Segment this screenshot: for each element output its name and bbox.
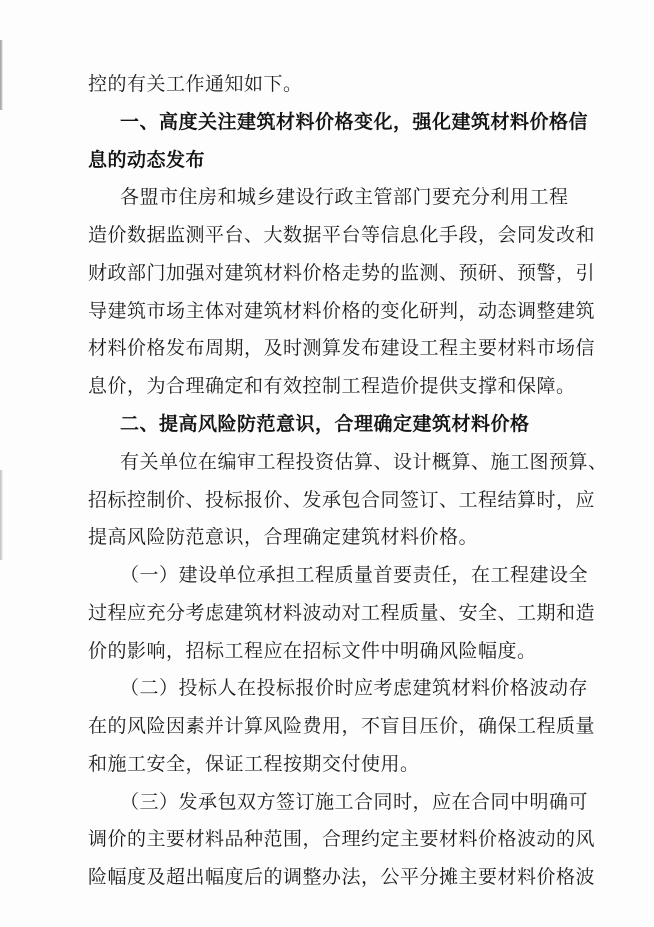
- text-line: [0, 179, 654, 215]
- section-heading: [0, 104, 654, 140]
- paragraph-text: 提高风险防范意识，合理确定建筑材料价格。: [88, 526, 479, 548]
- text-line: [0, 255, 654, 291]
- text-line: [0, 293, 654, 329]
- text-line: [0, 557, 654, 593]
- text-line: [0, 519, 654, 555]
- text-line: [0, 66, 654, 102]
- paragraph-text: 财政部门加强对建筑材料价格走势的监测、预研、预警，引: [88, 262, 596, 284]
- list-item-text: 在的风险因素并计算风险费用，不盲目压价，确保工程质量: [88, 715, 596, 737]
- paragraph-text: 有关单位在编审工程投资估算、设计概算、施工图预算、: [120, 451, 608, 473]
- text-line: [0, 482, 654, 518]
- list-item-text: 调价的主要材料品种范围，合理约定主要材料价格波动的风: [88, 828, 596, 850]
- paragraph-text: 造价数据监测平台、大数据平台等信息化手段，会同发改和: [88, 224, 596, 246]
- list-item-text: 险幅度及超出幅度后的调整办法，公平分摊主要材料价格波: [88, 866, 596, 888]
- text-line: [0, 368, 654, 404]
- text-line: [0, 670, 654, 706]
- list-item-text: （三）发承包双方签订施工合同时，应在合同中明确可: [120, 791, 589, 813]
- paragraph-text: 息价，为合理确定和有效控制工程造价提供支撑和保障。: [88, 375, 576, 397]
- list-item-text: （二）投标人在投标报价时应考虑建筑材料价格波动存: [120, 677, 589, 699]
- paragraph-text: 各盟市住房和城乡建设行政主管部门要充分利用工程: [120, 186, 569, 208]
- text-line: [0, 859, 654, 895]
- list-item-text: 过程应充分考虑建筑材料波动对工程质量、安全、工期和造: [88, 602, 596, 624]
- paragraph-text: 控的有关工作通知如下。: [88, 73, 303, 95]
- text-line: [0, 784, 654, 820]
- heading-text: 息的动态发布: [88, 149, 206, 171]
- heading-text: 一、高度关注建筑材料价格变化，强化建筑材料价格信: [120, 111, 589, 133]
- text-line: [0, 330, 654, 366]
- list-item-text: 价的影响，招标工程应在招标文件中明确风险幅度。: [88, 640, 537, 662]
- text-line: [0, 633, 654, 669]
- text-line: [0, 821, 654, 857]
- text-line: [0, 595, 654, 631]
- text-line: [0, 708, 654, 744]
- section-heading: [0, 142, 654, 178]
- list-item-text: （一）建设单位承担工程质量首要责任，在工程建设全: [120, 564, 589, 586]
- section-heading: [0, 406, 654, 442]
- heading-text: 二、提高风险防范意识，合理确定建筑材料价格: [120, 413, 530, 435]
- text-line: [0, 217, 654, 253]
- paragraph-text: 招标控制价、投标报价、发承包合同签订、工程结算时，应: [88, 489, 596, 511]
- text-line: [0, 746, 654, 782]
- paragraph-text: 导建筑市场主体对建筑材料价格的变化研判，动态调整建筑: [88, 300, 596, 322]
- list-item-text: 和施工安全，保证工程按期交付使用。: [88, 753, 420, 775]
- text-line: [0, 444, 654, 480]
- paragraph-text: 材料价格发布周期，及时测算发布建设工程主要材料市场信: [88, 337, 596, 359]
